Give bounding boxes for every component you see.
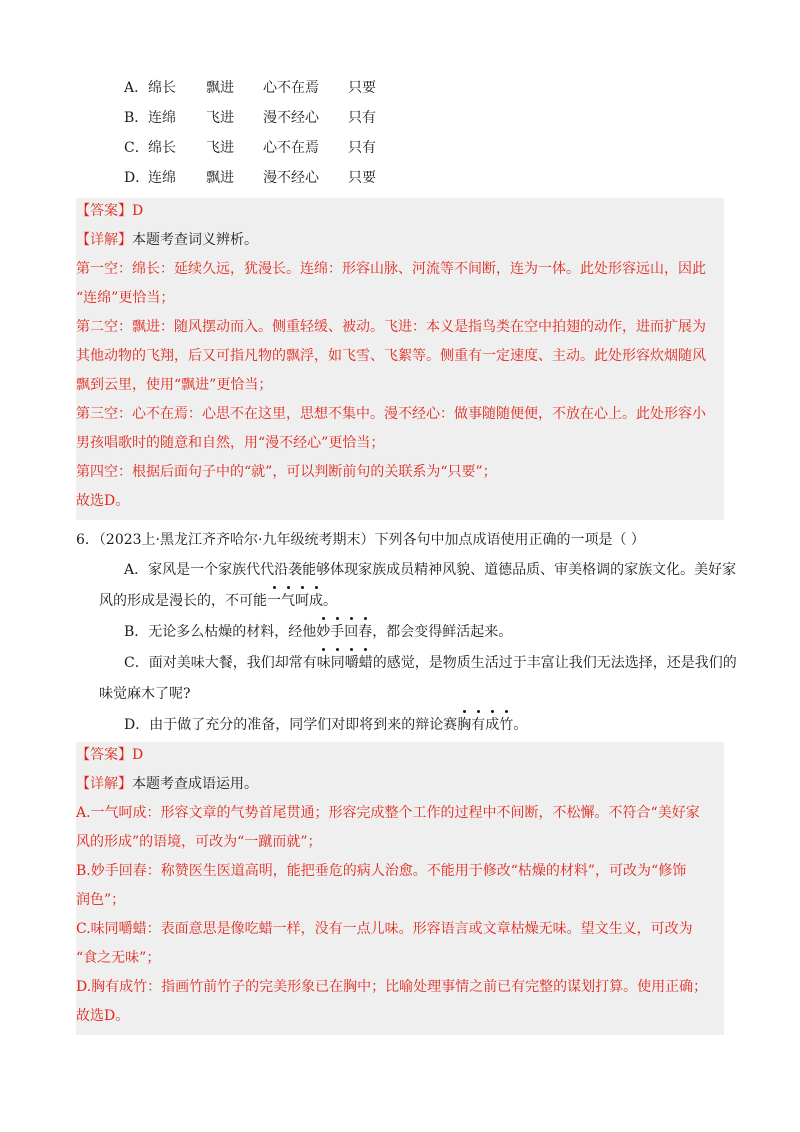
emphasis-char: 味 <box>317 652 331 674</box>
dotted-idiom <box>457 717 513 733</box>
explanation-line: 第三空：心不在焉：心思不在这里，思想不集中。漫不经心：做事随随便便，不放在心上。此处形容小 <box>76 406 706 422</box>
emphasis-char: 竹 <box>499 714 513 736</box>
explanation-line: 风的形成”的语境，可改为“一蹴而就”； <box>76 834 322 850</box>
emphasis-char: 手 <box>330 621 344 643</box>
explanation-line: 第四空：根据后面句子中的“就”，可以判断前句的关联系为“只要”； <box>76 464 497 480</box>
emphasis-char: 妙 <box>316 621 330 643</box>
option-word-3: 漫不经心 <box>263 110 319 126</box>
option-letter: D． <box>124 170 150 186</box>
emphasis-char: 成 <box>309 590 323 612</box>
answer-value: D <box>132 747 144 763</box>
answer-tag: 【答案】 <box>76 203 132 219</box>
emphasis-char: 呵 <box>295 590 309 612</box>
option-text: 面对美味大餐，我们却常有 <box>148 655 317 671</box>
option-word-2: 飘进 <box>206 170 234 186</box>
option-word-4: 只有 <box>348 110 376 126</box>
explanation-line: 飘到云里，使用“飘进”更恰当； <box>76 377 273 393</box>
explanation-line: B.妙手回春：称赞医生医道高明，能把垂危的病人治愈。不能用于修改“枯燥的材料”，可改为“修饰 <box>76 863 687 879</box>
option-letter: B． <box>124 624 149 640</box>
explanation-line: 其他动物的飞翔，后又可指凡物的飘浮，如飞雪、飞絮等。侧重有一定速度、主动。此处形容炊烟随风 <box>76 348 706 364</box>
explanation-line: 第二空：飘进：随风摆动而入。侧重轻缓、被动。飞进：本义是指鸟类在空中拍翅的动作，进而扩展为 <box>76 319 706 335</box>
q6-option-c-cont <box>99 683 191 705</box>
option-word-1: 绵长 <box>148 140 176 156</box>
emphasis-char: 回 <box>344 621 358 643</box>
emphasis-char: 嚼 <box>345 652 359 674</box>
option-text: 风的形成是漫长的，不可能 <box>99 593 267 609</box>
emphasis-char: 蜡 <box>359 652 373 674</box>
explanation-line: D.胸有成竹：指画竹前竹子的完美形象已在胸中；比喻处理事情之前已有完整的谋划打算。使用正确； <box>76 979 708 995</box>
explanation-line: “食之无味”； <box>76 950 161 966</box>
option-text-after: 的感觉，是物质生活过于丰富让我们无法选择，还是我们的 <box>372 655 737 671</box>
option-word-3: 漫不经心 <box>263 170 319 186</box>
option-word-1: 绵长 <box>148 80 176 96</box>
option-letter: C． <box>124 655 149 671</box>
question-number: 6． <box>76 532 99 548</box>
option-word-2: 飘进 <box>206 80 234 96</box>
option-text-after: 。 <box>513 717 528 733</box>
explanation-line: 男孩唱歌时的随意和自然，用“漫不经心”更恰当； <box>76 435 385 451</box>
emphasis-char: 成 <box>485 714 499 736</box>
option-text: 由于做了充分的准备，同学们对即将到来的辩论赛 <box>149 717 458 733</box>
option-word-1: 连绵 <box>148 170 176 186</box>
q6-option-a <box>124 559 736 581</box>
explanation-line: 第一空：绵长：延续久远，犹漫长。连绵：形容山脉、河流等不间断，连为一体。此处形容远山，因此 <box>76 261 706 277</box>
option-word-1: 连绵 <box>148 110 176 126</box>
q6-option-d <box>124 714 527 736</box>
explanation-line: 故选D。 <box>76 493 130 509</box>
option-text: 味觉麻木了呢? <box>99 686 191 702</box>
explanation-line: A.一气呵成：形容文章的气势首尾贯通；形容完成整个工作的过程中不间断，不松懈。不符合“美好家 <box>76 805 700 821</box>
detail-line <box>76 229 258 251</box>
emphasis-char: 同 <box>331 652 345 674</box>
dotted-idiom <box>267 593 323 609</box>
dotted-idiom <box>316 624 372 640</box>
option-text-after: ，都会变得鲜活起来。 <box>372 624 513 640</box>
explanation-line: 润色”； <box>76 892 126 908</box>
option-word-4: 只要 <box>348 170 376 186</box>
option-letter: A． <box>124 562 149 578</box>
option-letter: B． <box>124 110 149 126</box>
detail-intro: 本题考查成语运用。 <box>132 776 258 792</box>
detail-tag: 【详解】 <box>76 232 132 248</box>
q6-option-c <box>124 652 737 674</box>
answer-line <box>76 744 143 766</box>
answer-explanation-box <box>76 198 724 520</box>
option-text: 无论多么枯燥的材料，经他 <box>148 624 317 640</box>
option-word-3: 心不在焉 <box>263 140 319 156</box>
option-word-3: 心不在焉 <box>263 80 319 96</box>
option-word-2: 飞进 <box>206 110 234 126</box>
option-word-2: 飞进 <box>206 140 234 156</box>
emphasis-char: 春 <box>358 621 372 643</box>
question-6-stem <box>76 529 645 551</box>
answer-tag: 【答案】 <box>76 747 132 763</box>
option-letter: C． <box>124 140 149 156</box>
option-text-after: 。 <box>323 593 337 609</box>
explanation-line: “连绵”更恰当； <box>76 290 175 306</box>
q6-option-b <box>124 621 512 643</box>
dotted-idiom <box>317 655 373 671</box>
answer-line <box>76 200 143 222</box>
answer-explanation-box-2 <box>76 742 724 1035</box>
emphasis-char: 有 <box>471 714 485 736</box>
detail-tag: 【详解】 <box>76 776 132 792</box>
q6-option-a-cont <box>99 590 337 612</box>
option-word-4: 只有 <box>348 140 376 156</box>
emphasis-char: 一 <box>267 590 281 612</box>
emphasis-char: 气 <box>281 590 295 612</box>
option-word-4: 只要 <box>348 80 376 96</box>
option-text: 家风是一个家族代代沿袭能够体现家族成员精神风貌、道德品质、审美格调的家族文化。美好家 <box>148 562 737 578</box>
option-letter: A． <box>124 80 149 96</box>
detail-intro: 本题考查词义辨析。 <box>132 232 258 248</box>
explanation-line: C.味同嚼蜡：表面意思是像吃蜡一样，没有一点儿味。形容语言或文章枯燥无味。望文生义，可改为 <box>76 921 693 937</box>
option-letter: D． <box>124 717 150 733</box>
detail-line <box>76 773 258 795</box>
emphasis-char: 胸 <box>457 714 471 736</box>
answer-value: D <box>132 203 144 219</box>
question-text: （2023上·黑龙江齐齐哈尔·九年级统考期末）下列各句中加点成语使用正确的一项是（ ） <box>98 532 645 548</box>
explanation-line: 故选D。 <box>76 1008 130 1024</box>
